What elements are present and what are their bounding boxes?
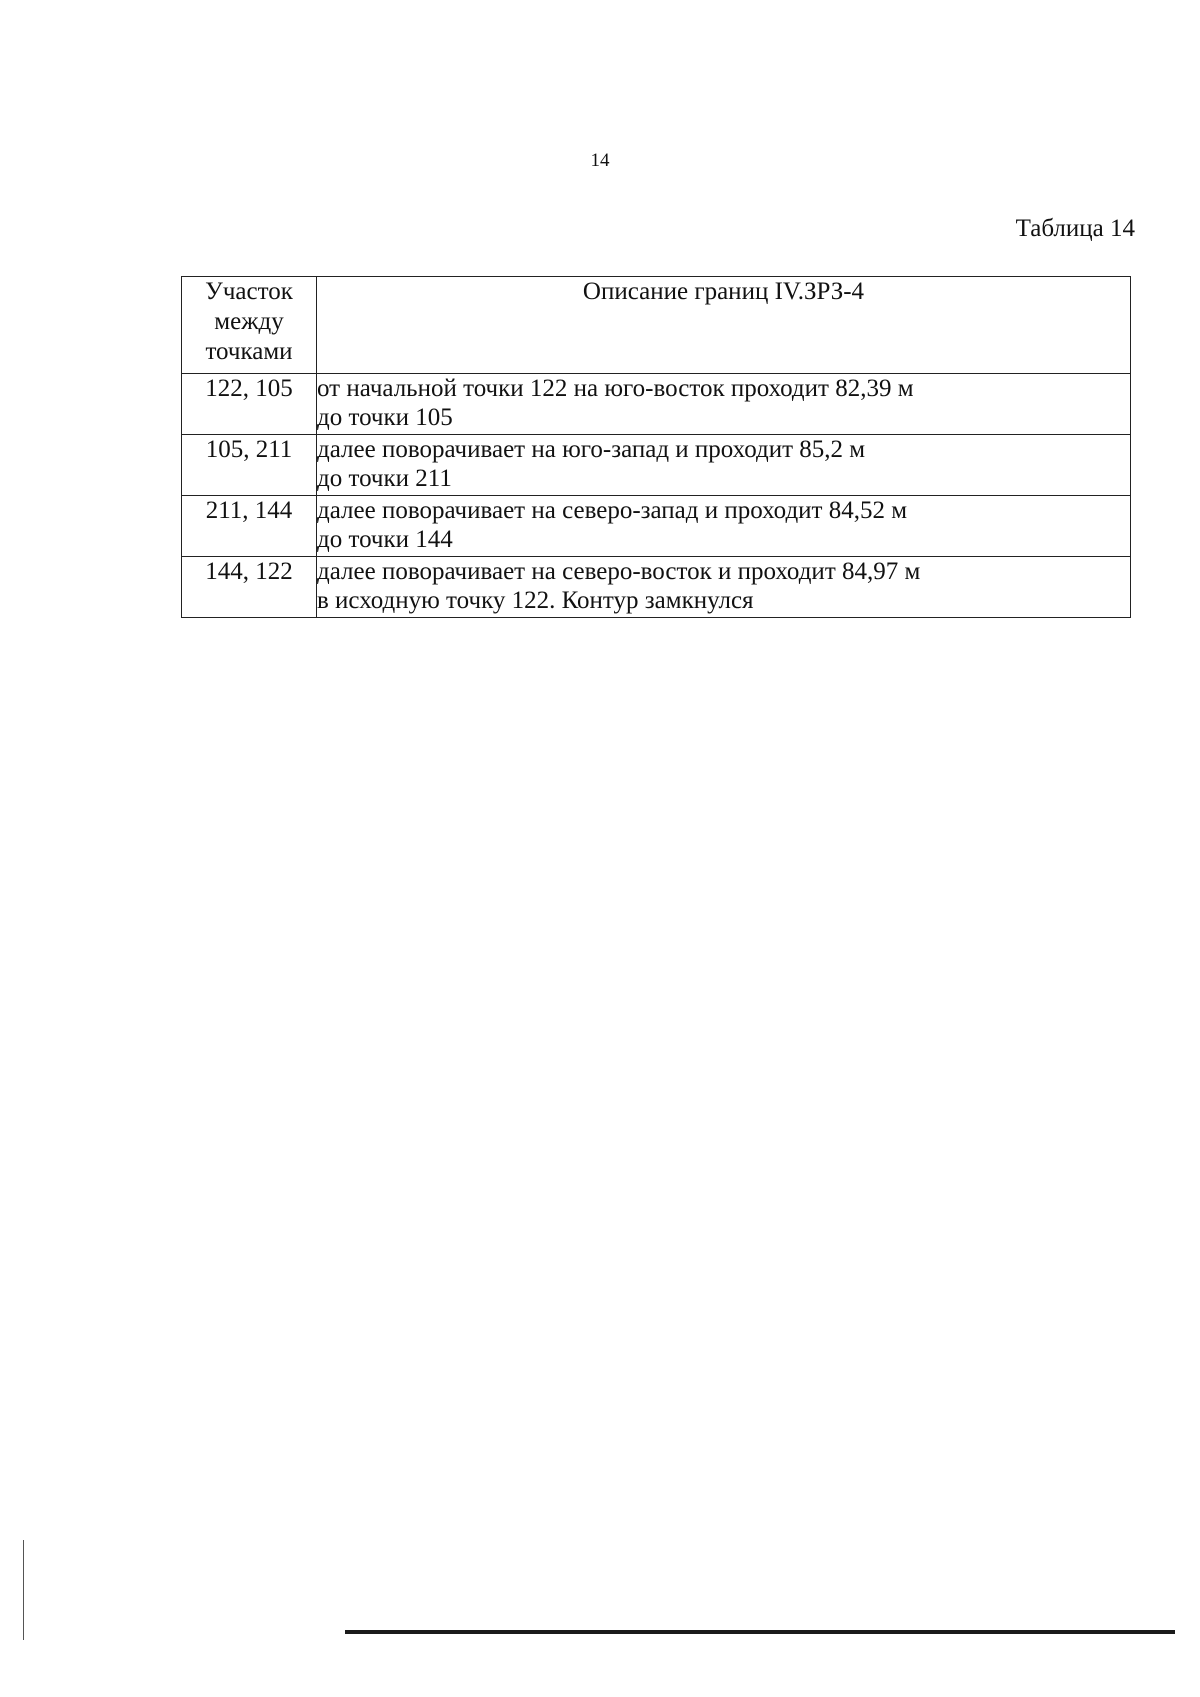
table-row [182,435,1131,496]
description-line: до точки 105 [317,404,453,431]
description-cell [317,435,1131,496]
header-description: Описание границ IV.ЗРЗ-4 [317,277,1131,374]
description-line: далее поворачивает на юго-запад и проходит 85,2 м [317,436,866,463]
description-line: далее поворачивает на северо-запад и проходит 84,52 м [317,497,908,524]
description-line: далее поворачивает на северо-восток и проходит 84,97 м [317,558,921,585]
table-row [182,374,1131,435]
segment-cell: 211, 144 [182,496,317,557]
header-segment [182,277,317,374]
segment-cell: 105, 211 [182,435,317,496]
description-line: от начальной точки 122 на юго-восток проходит 82,39 м [317,375,914,402]
description-cell [317,374,1131,435]
description-line: до точки 211 [317,465,452,492]
description-line: до точки 144 [317,526,453,553]
header-segment-line: точками [205,338,293,365]
table-caption: Таблица 14 [1015,215,1135,242]
header-segment-line: Участок [205,278,293,305]
footer-rule [345,1630,1175,1634]
segment-cell: 144, 122 [182,557,317,618]
scan-margin-mark [23,1540,24,1640]
description-cell [317,557,1131,618]
segment-cell: 122, 105 [182,374,317,435]
table-header-row [182,277,1131,374]
description-cell [317,496,1131,557]
table-row [182,557,1131,618]
boundary-table [181,276,1131,618]
page-number: 14 [590,150,610,171]
header-segment-line: между [214,308,284,335]
description-line: в исходную точку 122. Контур замкнулся [317,587,754,614]
table-row [182,496,1131,557]
